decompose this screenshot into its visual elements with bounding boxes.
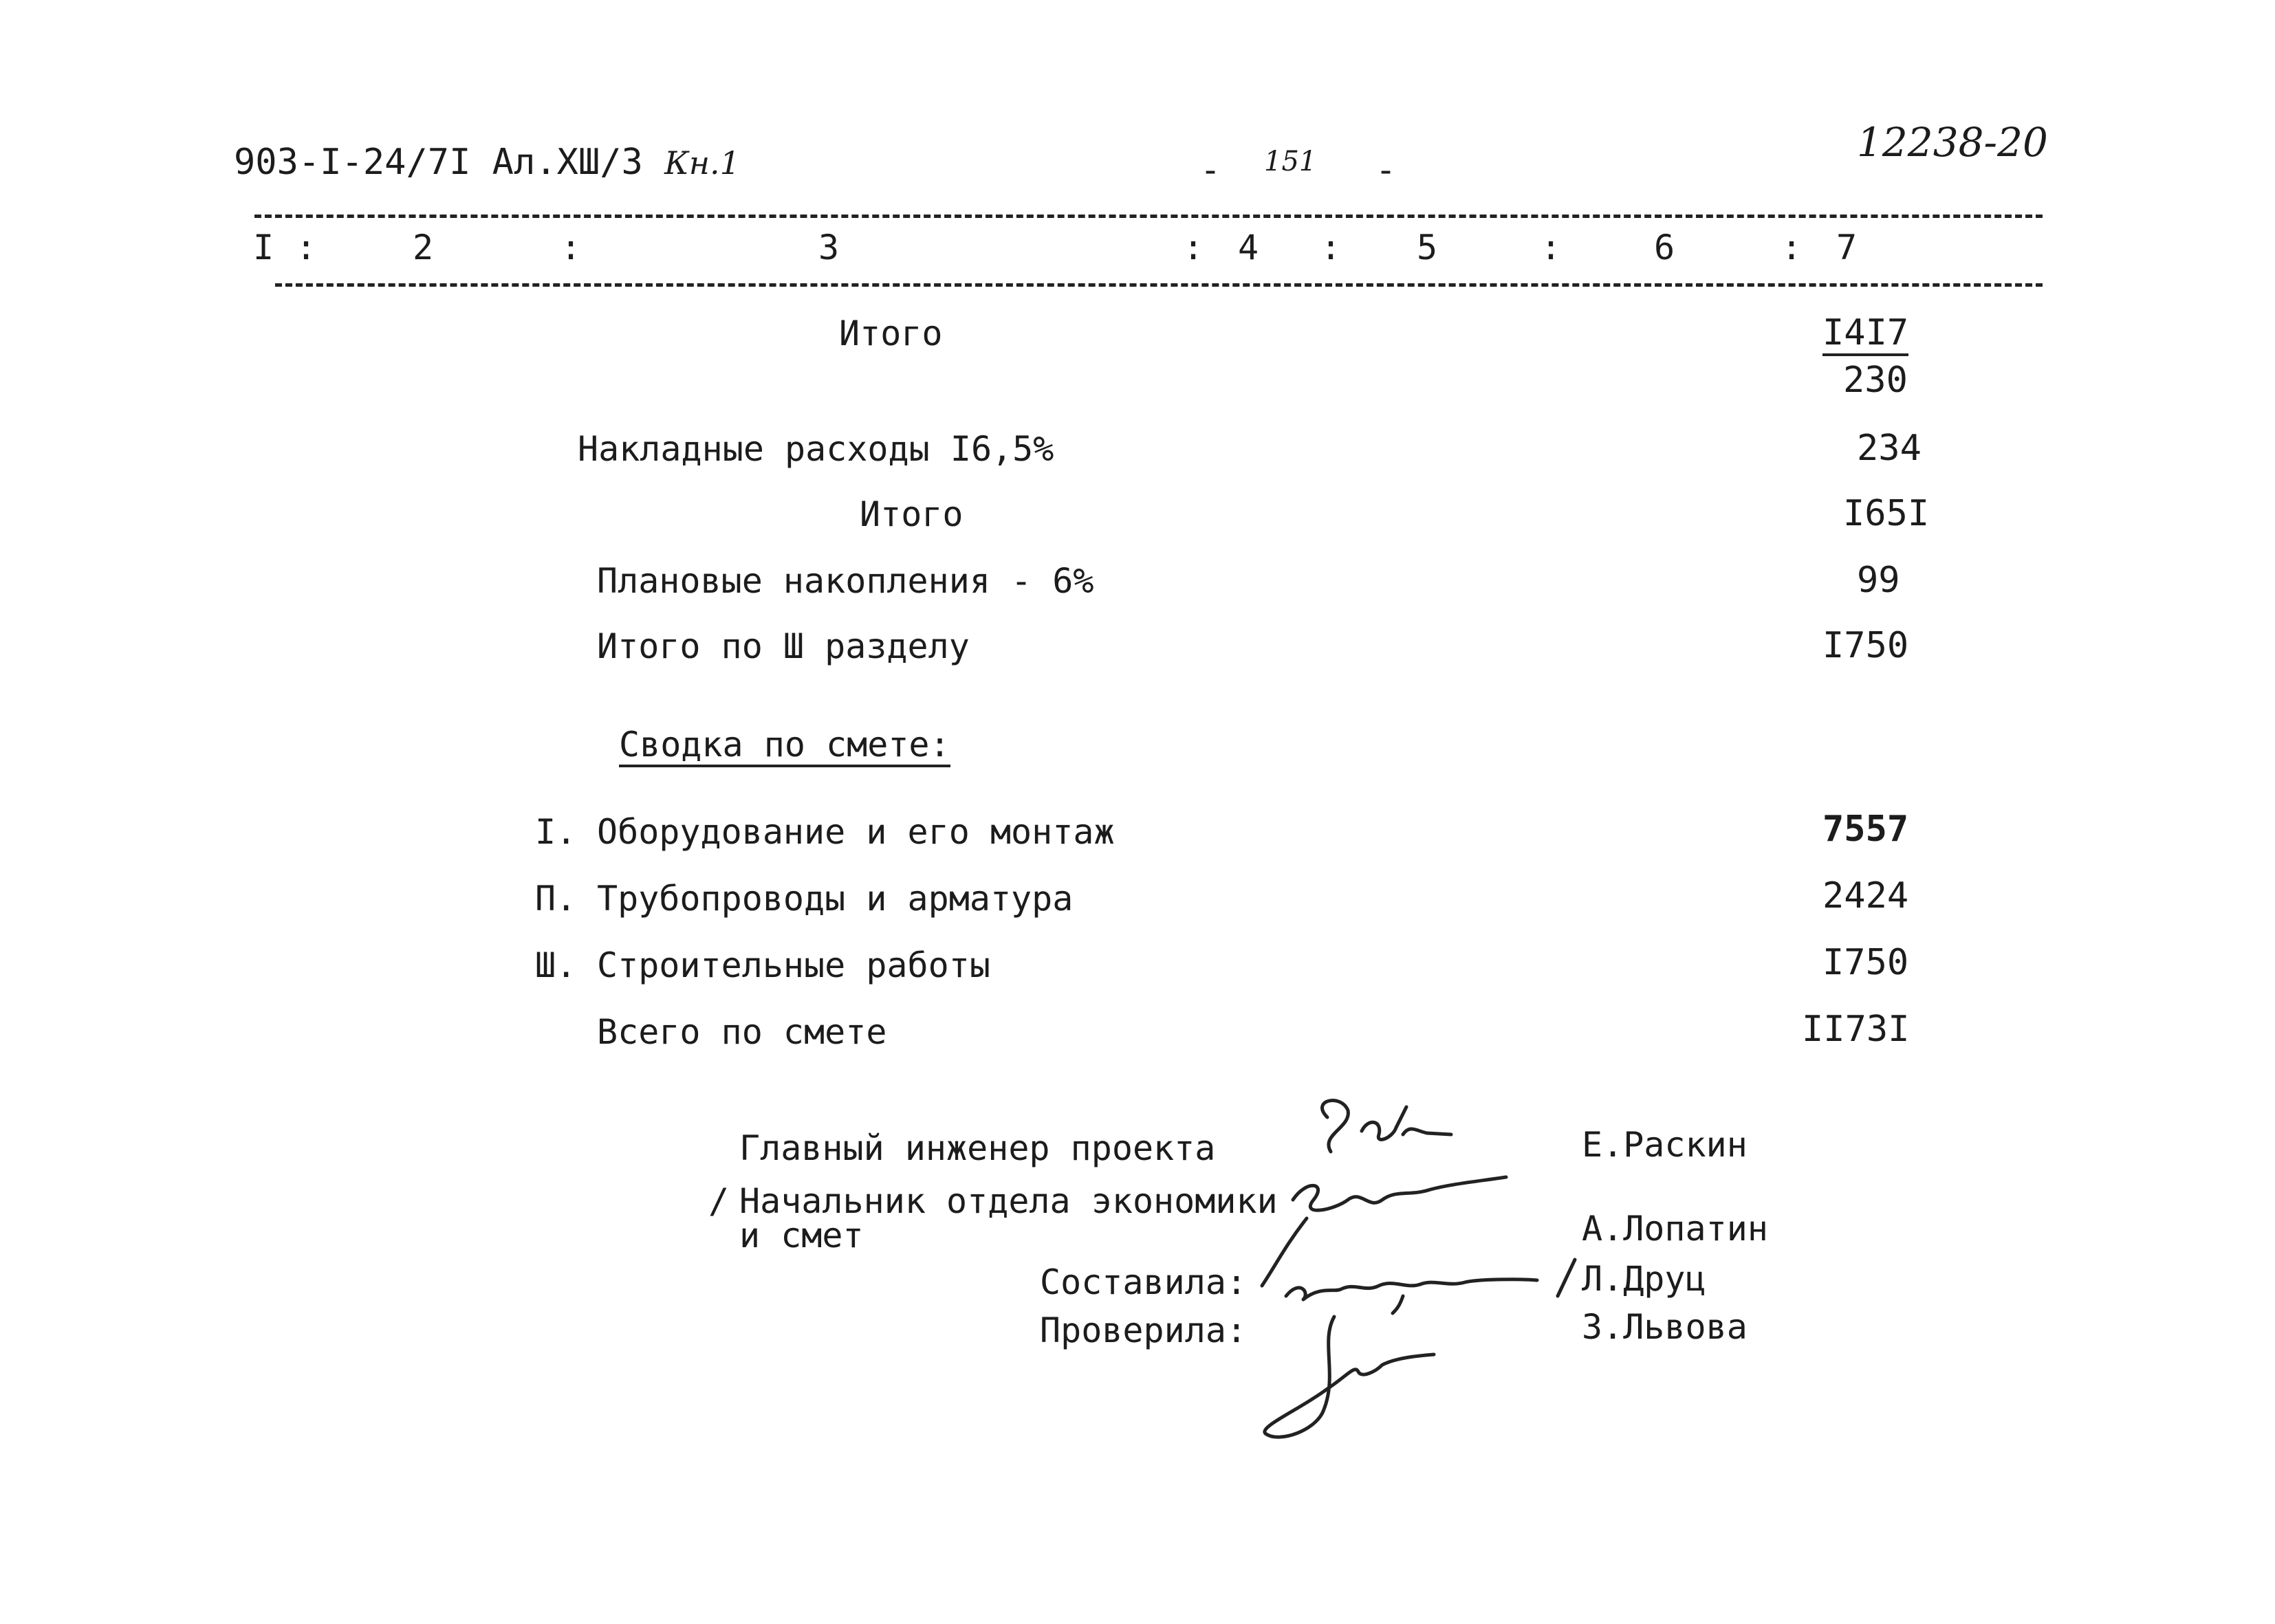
compiled-by-label: Составила: <box>1040 1262 1248 1302</box>
compiled-by-name: Л.Друц <box>1582 1259 1706 1299</box>
checked-by-name: З.Львова <box>1582 1307 1748 1347</box>
column-3: 3 <box>818 228 840 267</box>
planned-savings-label: Плановые накопления - 6% <box>597 561 1094 601</box>
head-of-department-mark: / <box>708 1181 730 1221</box>
compiled-signature <box>1286 1260 1575 1313</box>
head-of-department-name: А.Лопатин <box>1582 1209 1768 1249</box>
summary-item-num: Ш. <box>535 945 577 985</box>
overhead-label: Накладные расходы I6,5% <box>578 429 1054 469</box>
column-6: 6 <box>1654 228 1675 267</box>
summary-item-value: 7557 <box>1822 809 1909 850</box>
column-sep-6: : <box>1781 228 1803 267</box>
subtotal-value: I4I7 <box>1822 315 1908 356</box>
column-7: 7 <box>1836 228 1858 267</box>
subtotal-extra-value: 230 <box>1843 360 1908 401</box>
total-after-overhead-value: I65I <box>1843 493 1930 534</box>
summary-item-num: П. <box>535 879 577 919</box>
document-code: 903-I-24/7I Ал.XШ/3 Кн.1 <box>234 142 740 183</box>
summary-item-label: Оборудование и его монтаж <box>597 812 1115 852</box>
chief-engineer-name: Е.Раскин <box>1582 1125 1748 1165</box>
grand-total-label: Всего по смете <box>597 1012 887 1052</box>
head-signature <box>1262 1177 1506 1286</box>
summary-title: Сводка по смете: <box>619 727 950 767</box>
total-after-overhead-label: Итого <box>860 494 964 534</box>
page-number: 151 <box>1264 146 1317 177</box>
section-3-total-value: I750 <box>1822 625 1909 666</box>
chief-signature <box>1322 1101 1451 1152</box>
page-dash-right: - <box>1375 150 1397 190</box>
column-sep-1: : <box>296 228 317 267</box>
summary-item-label: Строительные работы <box>597 945 990 985</box>
section-3-total-label: Итого по Ш разделу <box>597 626 970 666</box>
page-dash-left: - <box>1200 150 1221 190</box>
column-sep-2: : <box>560 228 582 267</box>
column-4: 4 <box>1238 228 1259 267</box>
column-sep-4: : <box>1320 228 1342 267</box>
column-2: 2 <box>413 228 434 267</box>
column-sep-3: : <box>1183 228 1204 267</box>
summary-item-num: I. <box>535 812 577 852</box>
checked-signature <box>1265 1317 1434 1437</box>
summary-item-value: 2424 <box>1822 875 1909 917</box>
planned-savings-value: 99 <box>1857 560 1900 601</box>
column-sep-5: : <box>1541 228 1562 267</box>
head-of-department-title-cont: и смет <box>739 1216 864 1255</box>
column-5: 5 <box>1417 228 1438 267</box>
document-code-handwritten: Кн.1 <box>664 144 740 182</box>
checked-by-label: Проверила: <box>1040 1310 1248 1350</box>
archive-number: 12238-20 <box>1857 119 2048 166</box>
summary-item-value: I750 <box>1822 942 1909 983</box>
grand-total-value: II73I <box>1802 1009 1910 1050</box>
head-of-department-title: Начальник отдела экономики <box>739 1181 1278 1221</box>
column-1: I <box>253 228 274 267</box>
subtotal-label: Итого <box>839 314 943 353</box>
chief-engineer-title: Главный инженер проекта <box>739 1128 1216 1168</box>
summary-item-label: Трубопроводы и арматура <box>597 879 1074 919</box>
overhead-value: 234 <box>1857 428 1922 469</box>
